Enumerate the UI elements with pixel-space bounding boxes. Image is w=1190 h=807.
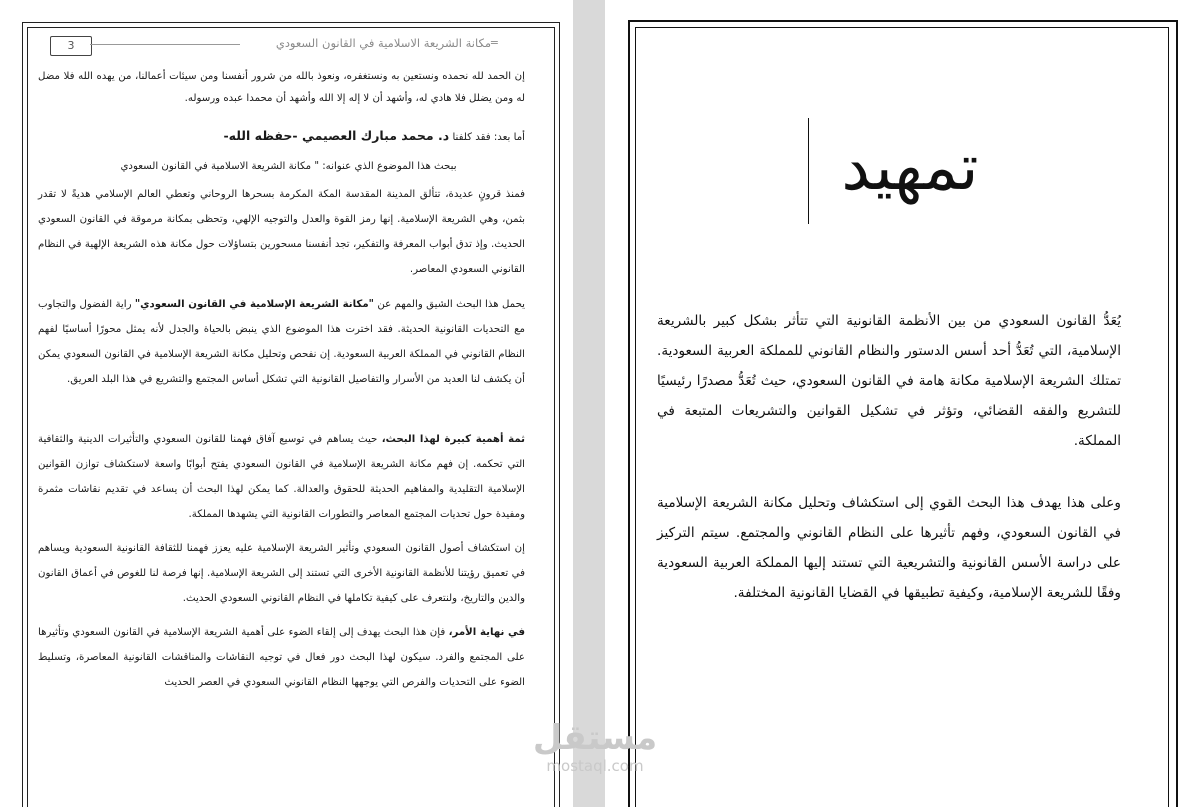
preface-paragraph-1	[657, 306, 1145, 456]
watermark-latin: mostaql.com	[546, 757, 644, 775]
running-header-title: مكانة الشريعة الاسلامية في القانون السعودي	[275, 36, 491, 50]
topic-title-line: ببحث هذا الموضوع الذي عنوانه: " مكانة الشريعة الاسلامية في القانون السعودي	[120, 161, 457, 172]
conclusion-bold: في نهاية الأمر،	[448, 627, 526, 638]
header-mark: =	[489, 36, 499, 49]
paragraph-importance	[38, 427, 539, 527]
page-number: 3	[50, 36, 92, 56]
watermark-arabic: مستقل	[532, 718, 658, 758]
preface-paragraph-2-text: وعلى هذا يهدف هذا البحث القوي إلى استكشاف وتحليل مكانة الشريعة الإسلامية في القانون السعودي، وفهم تأثيرها على النظام القانوني والمجتمع. سيتم التركيز على دراسة الأسس القانونية والتشريعية التي تستند إليها المملكة العربية السعودية وفقًا للشريعة الإسلامية، وكيفية تطبيقها في القضايا القانونية المختلفة.	[657, 495, 1121, 601]
right-page	[605, 0, 1190, 807]
importance-bold: ثمة أهمية كبيرة لهذا البحث،	[381, 434, 525, 445]
heading-divider	[808, 118, 809, 224]
paragraph-conclusion	[38, 620, 539, 695]
paragraph-exploration	[38, 536, 539, 611]
paragraph-history	[38, 182, 539, 282]
left-page	[0, 0, 573, 807]
conclusion-rest: فإن هذا البحث يهدف إلى إلقاء الضوء على أهمية الشريعة الإسلامية في القانون السعودي وتأثيرها على المجتمع والفرد. سيكون لهذا البحث دور فعال في توجيه النقاشات والمناقشات القانونية المعاصرة، وتسليط الضوء على التحديات والفرص التي يوجهها النظام القانوني السعودي في العصر الحديث	[38, 627, 525, 688]
research-topic-bold: "مكانة الشريعة الإسلامية في القانون السعودي"	[134, 299, 374, 310]
assignment-paragraph	[38, 124, 539, 150]
paragraph-exploration-text: إن استكشاف أصول القانون السعودي وتأثير الشريعة الإسلامية عليه يعزز فهمنا للثقافة القانونية السعودية ويساهم في تعميق رؤيتنا للأنظمة القانونية الأخرى التي تستند إلى الشريعة الإسلامية. إنها فرصة لنا للغوص في أعماق القانون والدين والتاريخ، ولنتعرف على كيفية تكاملها في النظام القانوني السعودي الحديث.	[38, 543, 525, 604]
preface-paragraph-1-text: يُعَدُّ القانون السعودي من بين الأنظمة القانونية التي تتأثر بشكل كبير بالشريعة الإسلامية، التي تُعَدُّ أحد أسس الدستور والنظام القانوني للمملكة العربية السعودية. تمتلك الشريعة الإسلامية مكانة هامة في القانون السعودي، حيث تُعَدُّ مصدرًا رئيسيًا للتشريع والفقه القضائي، وتؤثر في تشكيل القوانين والتشريعات المتبعة في المملكة.	[657, 313, 1121, 449]
preface-paragraph-2	[657, 488, 1145, 608]
topic-paragraph	[38, 156, 539, 178]
research-topic-rest: راية الفضول والتجاوب مع التحديات القانونية الحديثة. فقد اخترت هذا الموضوع الذي ينبض بالحياة والجدل لأنه يمثل محورًا أساسيًا لفهم النظام القانوني في المملكة العربية السعودية. إن نفحص وتحليل مكانة الشريعة الإسلامية في القانون السعودي يمكن أن يكشف لنا العديد من الأسرار والتفاصيل القانونية التي تشكل أساس المجتمع والتشريع في هذا البلد العريق.	[38, 299, 525, 385]
intro-paragraph	[38, 66, 539, 110]
section-heading: تمهيد	[841, 131, 979, 205]
paragraph-history-text: فمنذ قرونٍ عديدة، تتألق المدينة المقدسة المكة المكرمة بسحرها الروحاني وتعطي العالم الإسلامي هديةً لا تقدر بثمن، وهي الشريعة الإسلامية. إنها رمز القوة والعدل والتوجيه الإلهي، وتحظى بمكانة مرموقة في القانون السعودي الحديث. وإذ تدق أبواب المعرفة والتفكير، تجد أنفسنا مسحورين بتساؤلات حول مكانة هذه الشريعة الإلهية في النظام القانوني السعودي المعاصر.	[38, 189, 525, 275]
paragraph-praise: إن الحمد لله نحمده ونستعين به ونستغفره، ونعوذ بالله من شرور أنفسنا ومن سيئات أعمالنا، من يهده الله فلا مضل له ومن يضلل فلا هادي له، وأشهد أن لا إله إلا الله وأشهد أن محمدا عبده ورسوله.	[38, 71, 525, 104]
watermark-logo	[520, 718, 670, 774]
paragraph-research-topic	[38, 292, 539, 392]
research-topic-prefix: يحمل هذا البحث الشيق والمهم عن	[377, 299, 525, 310]
header-rule	[90, 44, 240, 45]
importance-rest: حيث يساهم في توسيع آفاق فهمنا للقانون السعودي والتأثيرات الدينية والثقافية التي تحكمه. إن فهم مكانة الشريعة الإسلامية في القانون السعودي يفتح أبوابًا واسعة لاستكشاف توازن القوانين الإسلامية التقليدية والمفاهيم الحديثة للحقوق والعدالة. كما يمكن لهذا البحث أن يساعد في تقديم نقاشات مثمرة ومفيدة حول تحديات المجتمع المعاصر والتطورات القانونية التي يشهدها المملكة.	[38, 434, 525, 520]
assignment-prefix: أما بعد: فقد كلفنا	[452, 132, 525, 143]
supervisor-name: د. محمد مبارك العصيمي -حفظه الله-	[223, 128, 450, 143]
